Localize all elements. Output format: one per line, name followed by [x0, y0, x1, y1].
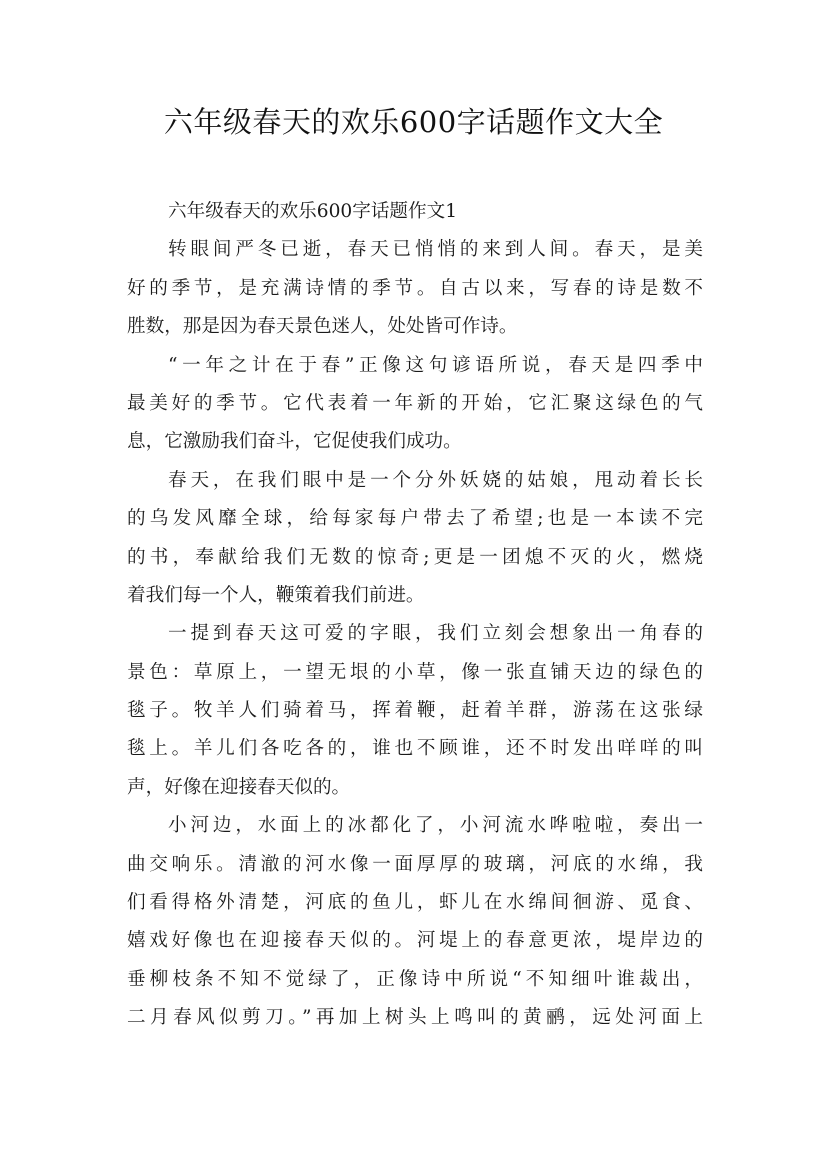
text-line: 息，它激励我们奋斗，它促使我们成功。 [127, 431, 462, 453]
text-line: 好的季节，是充满诗情的季节。自古以来，写春的诗是数不 [127, 277, 703, 299]
text-line: 二月春风似剪刀。”再加上树头上鸣叫的黄鹂，远处河面上 [127, 1007, 703, 1029]
document-title: 六年级春天的欢乐600字话题作文大全 [163, 105, 664, 139]
text-line: “一年之计在于春”正像这句谚语所说，春天是四季中 [168, 354, 703, 376]
text-line: 小河边，水面上的冰都化了，小河流水哗啦啦，奏出一 [168, 815, 703, 837]
text-line: 一提到春天这可爱的字眼，我们立刻会想象出一角春的 [168, 623, 703, 645]
text-line: 毯上。羊儿们各吃各的，谁也不顾谁，还不时发出咩咩的叫 [127, 738, 703, 760]
text-line: 曲交响乐。清澈的河水像一面厚厚的玻璃，河底的水绵，我 [127, 853, 703, 875]
text-line: 声，好像在迎接春天似的。 [127, 776, 351, 798]
text-line: 嬉戏好像也在迎接春天似的。河堤上的春意更浓，堤岸边的 [127, 930, 703, 952]
text-line: 胜数，那是因为春天景色迷人，处处皆可作诗。 [127, 316, 518, 338]
text-line: 春天，在我们眼中是一个分外妖娆的姑娘，甩动着长长 [168, 469, 703, 491]
essay-subtitle: 六年级春天的欢乐600字话题作文1 [168, 201, 458, 222]
text-line: 的乌发风靡全球，给每家每户带去了希望;也是一本读不完 [127, 508, 703, 530]
text-line: 着我们每一个人，鞭策着我们前进。 [127, 584, 425, 606]
text-line: 转眼间严冬已逝，春天已悄悄的来到人间。春天，是美 [168, 239, 703, 261]
document-body [127, 193, 703, 1038]
text-line: 们看得格外清楚，河底的鱼儿，虾儿在水绵间徊游、觅食、 [127, 892, 703, 914]
text-line: 毯子。牧羊人们骑着马，挥着鞭，赶着羊群，游荡在这张绿 [127, 700, 703, 722]
text-line: 最美好的季节。它代表着一年新的开始，它汇聚这绿色的气 [127, 392, 703, 414]
text-line: 垂柳枝条不知不觉绿了，正像诗中所说“不知细叶谁裁出， [127, 968, 703, 990]
text-line: 的书，奉献给我们无数的惊奇;更是一团熄不灭的火，燃烧 [127, 546, 703, 568]
text-line: 景色：草原上，一望无垠的小草，像一张直铺天边的绿色的 [127, 661, 703, 683]
